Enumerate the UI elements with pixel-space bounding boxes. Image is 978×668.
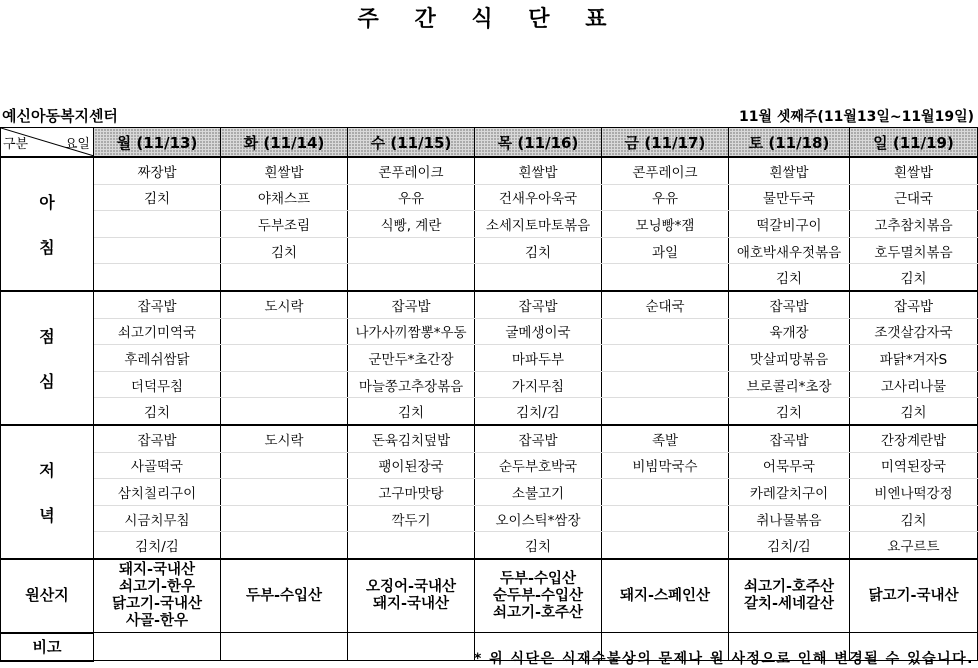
menu-item: 잡곡밥 (94, 425, 221, 452)
menu-item: 돈육김치덮밥 (348, 425, 475, 452)
menu-row (1, 345, 978, 372)
day-header: 목 (11/16) (475, 128, 602, 158)
menu-item: 군만두*초간장 (348, 345, 475, 372)
menu-item: 두부조림 (221, 211, 348, 238)
header-row (1, 128, 978, 158)
menu-item (602, 398, 729, 425)
organization-name: 예신아동복지센터 (2, 107, 118, 125)
menu-item (602, 479, 729, 506)
menu-item: 가지무침 (475, 371, 602, 398)
origin-cell (475, 559, 602, 633)
origin-line: 두부-수입산 (499, 570, 577, 587)
menu-row (1, 211, 978, 238)
origin-line: 쇠고기-호주산 (743, 579, 835, 596)
menu-item (221, 371, 348, 398)
menu-item: 애호박새우젓볶음 (729, 237, 850, 264)
origin-line: 두부-수입산 (245, 587, 323, 604)
origin-line: 돼지-스페인산 (619, 587, 711, 604)
menu-item: 후레쉬쌈닭 (94, 345, 221, 372)
menu-item (221, 532, 348, 559)
day-header: 월 (11/13) (94, 128, 221, 158)
origin-line: 오징어-국내산 (365, 579, 457, 596)
menu-item (221, 318, 348, 345)
menu-item: 쇠고기미역국 (94, 318, 221, 345)
meal-label (1, 425, 94, 559)
menu-item: 비엔나떡강정 (850, 479, 978, 506)
menu-row (1, 532, 978, 559)
menu-row (1, 184, 978, 211)
menu-item: 카레갈치구이 (729, 479, 850, 506)
corner-label-day: 요일 (64, 137, 90, 152)
menu-item: 순대국 (602, 291, 729, 318)
menu-item: 모닝빵*잼 (602, 211, 729, 238)
menu-item: 김치 (221, 237, 348, 264)
menu-item: 김치 (850, 398, 978, 425)
menu-item: 김치 (729, 398, 850, 425)
menu-item (221, 479, 348, 506)
menu-item: 맛살피망볶음 (729, 345, 850, 372)
origin-line: 갈치-세네갈산 (743, 596, 835, 613)
origin-line: 돼지-국내산 (372, 596, 450, 613)
menu-item: 김치/김 (475, 398, 602, 425)
menu-item (602, 264, 729, 291)
week-label: 11월 셋째주(11월13일~11월19일) (738, 109, 974, 125)
menu-item: 잡곡밥 (94, 291, 221, 318)
menu-item (602, 318, 729, 345)
meal-label-bottom: 침 (39, 237, 55, 257)
menu-item: 미역된장국 (850, 452, 978, 479)
weekly-menu-table (0, 127, 978, 662)
menu-row (1, 425, 978, 452)
remarks-label: 비고 (1, 633, 94, 661)
menu-item: 김치 (348, 398, 475, 425)
menu-item: 호두멸치볶음 (850, 237, 978, 264)
day-header: 수 (11/15) (348, 128, 475, 158)
menu-item: 마늘쫑고추장볶음 (348, 371, 475, 398)
menu-item: 김치 (94, 398, 221, 425)
meal-label-bottom: 심 (39, 371, 55, 391)
menu-item: 소불고기 (475, 479, 602, 506)
menu-item: 조갯살감자국 (850, 318, 978, 345)
menu-item (221, 398, 348, 425)
day-header: 화 (11/14) (221, 128, 348, 158)
origin-cell (729, 559, 850, 633)
menu-row (1, 398, 978, 425)
meal-label-top: 점 (39, 326, 55, 346)
menu-item: 흰쌀밥 (729, 157, 850, 184)
menu-item: 잡곡밥 (348, 291, 475, 318)
menu-item: 김치 (729, 264, 850, 291)
menu-row (1, 318, 978, 345)
menu-item: 김치 (475, 237, 602, 264)
menu-item: 오이스틱*쌈장 (475, 505, 602, 532)
origin-line: 닭고기-국내산 (111, 596, 203, 613)
origin-cell (94, 559, 221, 633)
day-header: 금 (11/17) (602, 128, 729, 158)
menu-row (1, 371, 978, 398)
origin-cell (850, 559, 978, 633)
menu-item: 잡곡밥 (729, 291, 850, 318)
menu-item (94, 264, 221, 291)
menu-item: 잡곡밥 (475, 291, 602, 318)
menu-item: 물만두국 (729, 184, 850, 211)
menu-item: 어묵무국 (729, 452, 850, 479)
menu-item: 잡곡밥 (850, 291, 978, 318)
menu-row (1, 157, 978, 184)
menu-item: 파닭*겨자S (850, 345, 978, 372)
origin-line: 쇠고기-한우 (118, 579, 196, 596)
menu-item: 도시락 (221, 425, 348, 452)
meal-label-top: 아 (39, 192, 55, 212)
menu-item: 브로콜리*초장 (729, 371, 850, 398)
menu-item: 나가사끼짬뽕*우동 (348, 318, 475, 345)
origin-line: 돼지-국내산 (118, 562, 196, 579)
menu-row (1, 291, 978, 318)
meal-label-top: 저 (39, 460, 55, 480)
menu-item (602, 505, 729, 532)
menu-item: 김치/김 (94, 532, 221, 559)
footer-note: * 위 식단은 식재수불상의 문제나 원 사정으로 인해 변경될 수 있습니다. (473, 651, 974, 667)
menu-item: 도시락 (221, 291, 348, 318)
meal-label-bottom: 녁 (39, 505, 55, 525)
meal-label (1, 291, 94, 425)
menu-item (94, 211, 221, 238)
menu-item: 김치/김 (729, 532, 850, 559)
menu-item: 잡곡밥 (729, 425, 850, 452)
origin-cell (221, 559, 348, 633)
menu-row (1, 452, 978, 479)
menu-item: 비빔막국수 (602, 452, 729, 479)
menu-item: 우유 (602, 184, 729, 211)
menu-item: 떡갈비구이 (729, 211, 850, 238)
menu-item: 요구르트 (850, 532, 978, 559)
day-header: 토 (11/18) (729, 128, 850, 158)
menu-item: 마파두부 (475, 345, 602, 372)
origin-line: 순두부-수입산 (492, 587, 584, 604)
menu-item: 고구마맛탕 (348, 479, 475, 506)
menu-item: 우유 (348, 184, 475, 211)
menu-item: 잡곡밥 (475, 425, 602, 452)
menu-item: 김치 (94, 184, 221, 211)
menu-item (348, 237, 475, 264)
origin-row (1, 559, 978, 633)
origin-cell (348, 559, 475, 633)
menu-item: 소세지토마토볶음 (475, 211, 602, 238)
menu-item: 시금치무침 (94, 505, 221, 532)
menu-item (221, 452, 348, 479)
corner-label-category: 구분 (3, 137, 29, 152)
origin-line: 쇠고기-호주산 (492, 604, 584, 621)
menu-row (1, 264, 978, 291)
corner-cell (1, 128, 94, 158)
menu-item: 건새우아욱국 (475, 184, 602, 211)
day-header: 일 (11/19) (850, 128, 978, 158)
menu-row (1, 479, 978, 506)
menu-item (221, 505, 348, 532)
menu-item: 삼치칠리구이 (94, 479, 221, 506)
origin-line: 사골-한우 (125, 613, 189, 630)
origin-cell (602, 559, 729, 633)
menu-item: 흰쌀밥 (850, 157, 978, 184)
remarks-cell (348, 633, 475, 661)
menu-item: 고추참치볶음 (850, 211, 978, 238)
meal-label (1, 157, 94, 291)
menu-item (348, 264, 475, 291)
menu-item: 순두부호박국 (475, 452, 602, 479)
menu-row (1, 237, 978, 264)
menu-item (221, 264, 348, 291)
menu-item: 간장계란밥 (850, 425, 978, 452)
menu-item: 김치 (850, 264, 978, 291)
remarks-cell (221, 633, 348, 661)
menu-item: 굴메생이국 (475, 318, 602, 345)
menu-item: 족발 (602, 425, 729, 452)
menu-item (602, 371, 729, 398)
menu-item: 사골떡국 (94, 452, 221, 479)
menu-item: 육개장 (729, 318, 850, 345)
menu-item (602, 345, 729, 372)
remarks-cell (94, 633, 221, 661)
menu-row (1, 505, 978, 532)
origin-line: 닭고기-국내산 (868, 587, 959, 604)
menu-item: 김치 (850, 505, 978, 532)
menu-item (475, 264, 602, 291)
page-title: 주 간 식 단 표 (357, 7, 621, 32)
menu-item: 근대국 (850, 184, 978, 211)
menu-item (602, 532, 729, 559)
menu-item: 취나물볶음 (729, 505, 850, 532)
origin-label: 원산지 (1, 559, 94, 633)
menu-item (221, 345, 348, 372)
menu-item: 팽이된장국 (348, 452, 475, 479)
menu-item: 콘푸레이크 (602, 157, 729, 184)
menu-item: 흰쌀밥 (221, 157, 348, 184)
menu-item: 야채스프 (221, 184, 348, 211)
menu-item: 짜장밥 (94, 157, 221, 184)
menu-item: 과일 (602, 237, 729, 264)
menu-item: 식빵, 계란 (348, 211, 475, 238)
menu-item (94, 237, 221, 264)
menu-item: 흰쌀밥 (475, 157, 602, 184)
menu-item: 콘푸레이크 (348, 157, 475, 184)
menu-item: 김치 (475, 532, 602, 559)
menu-item: 더덕무침 (94, 371, 221, 398)
menu-item: 깍두기 (348, 505, 475, 532)
menu-item: 고사리나물 (850, 371, 978, 398)
menu-item (348, 532, 475, 559)
